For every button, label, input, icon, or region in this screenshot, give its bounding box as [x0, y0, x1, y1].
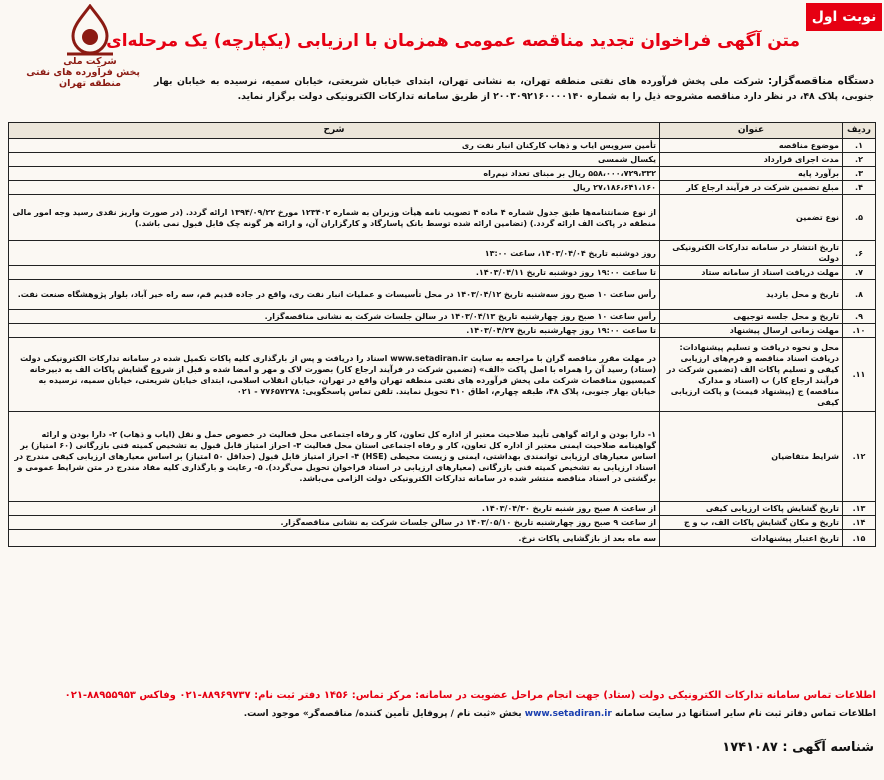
row-desc: ۵۵۸،۰۰۰،۷۲۹،۳۳۲ ریال بر مبنای تعداد نیم‌راه — [9, 167, 660, 181]
row-desc: در مهلت مقرر مناقصه گران با مراجعه به سایت www.setadiran.ir اسناد را دریافت و پس از بارگذاری کلیه پاکات تکمیل شده در سامانه تدارکات الکترونیکی دولت (ستاد) رسید آن را همراه با اصل پاکت «الف» (تضمین شرکت در فرآیند ارجاع کار) بصورت لاک و مهر و امضا شده و قبل از شروع گشایش پاکات الف به دبیرخانه کمیسیون مناقصات شرکت ملی پخش فرآورده های نفتی منطقه تهران واقع در تهران، خیابان انقلاب اسلامی، ابتدای خیابان شریعتی، خیابان سمیه، نرسیده به خیابان بهار جنوبی، پلاک ۴۸، طبقه چهارم، اطاق ۴۱۰ تحویل نمایند. تلفن تماس پاسخگویی: ۷۷۶۵۷۲۷۸ - ۰۲۱ — [9, 338, 660, 412]
row-title: مدت اجرای قرارداد — [660, 153, 843, 167]
table-row — [9, 139, 876, 153]
tender-table — [8, 122, 876, 547]
row-desc: تا ساعت ۱۹:۰۰ روز دوشنبه تاریخ ۱۴۰۳/۰۴/۱۱. — [9, 266, 660, 280]
row-no: ۶. — [843, 241, 876, 266]
row-desc: ۱- دارا بودن و ارائه گواهی تأیید صلاحیت معتبر از اداره کل تعاون، کار و رفاه اجتماعی محل فعالیت در خصوص حمل و نقل (ایاب و ذهاب) ۲- دارا بودن و ارائه گواهینامه صلاحیت ایمنی معتبر از اداره کل تعاون، کار و رفاه اجتماعی استان محل فعالیت ۳- احراز امتیاز قابل قبول به تشخیص کمیته فنی بازرگانی (۶۰ امتیاز) بر اساس معیارهای ارزیابی توانمندی بهداشتی، ایمنی و زیست محیطی (HSE) ۴- احراز امتیاز قابل قبول (حداقل ۵۰ امتیاز) بر اساس معیارهای ارزیابی کیفی مندرج در اسناد ارزیابی به تشخیص کمیته فنی بازرگانی (معیارهای ارزیابی در اسناد فراخوان تحویل می‌گردد). ۵- رعایت و بارگذاری کلیه مفاد مندرج در متن شرایط عمومی و برگشتی در اسناد مناقصه منتشر شده در سامانه تدارکات الکترونیکی دولت الزامی می‌باشد. — [9, 412, 660, 502]
row-desc: رأس ساعت ۱۰ صبح روز سه‌شنبه تاریخ ۱۴۰۳/۰۴/۱۲ در محل تأسیسات و عملیات انبار نفت ری، واقع در جاده قدیم قم، سه راه خیر آباد، بلوار پژوهشگاه صنعت نفت. — [9, 280, 660, 310]
table-row — [9, 181, 876, 195]
row-no: ۱۴. — [843, 516, 876, 530]
header-title: عنوان — [660, 123, 843, 139]
footer-line2-a: اطلاعات تماس دفاتر ثبت نام سایر استانها در سایت سامانه — [614, 709, 876, 719]
intro-label: دستگاه مناقصه‌گزار: — [768, 75, 875, 87]
row-no: ۵. — [843, 195, 876, 241]
row-no: ۳. — [843, 167, 876, 181]
row-no: ۲. — [843, 153, 876, 167]
table-row — [9, 324, 876, 338]
row-desc: از نوع ضمانتنامه‌ها طبق جدول شماره ۴ ماده ۴ تصویب نامه هیأت وزیران به شماره ۱۲۳۴۰۲ مورخ ۱۳۹۴/۰۹/۲۲ ارائه گردد. (در صورت واریز نقدی رسید وجه امور مالی منطقه در پاکت الف ارائه گردد.) (تضامین ارائه شده توسط بانک پاسارگاد و کارگزاران آن، و ارائه هر گونه چک قابل قبول نمی باشد.) — [9, 195, 660, 241]
row-title: تاریخ اعتبار پیشنهادات — [660, 530, 843, 547]
table-row — [9, 241, 876, 266]
row-no: ۹. — [843, 310, 876, 324]
table-row — [9, 153, 876, 167]
row-desc: از ساعت ۸ صبح روز شنبه تاریخ ۱۴۰۳/۰۴/۳۰. — [9, 502, 660, 516]
company-logo — [26, 4, 140, 102]
table-row — [9, 266, 876, 280]
table-row — [9, 530, 876, 547]
table-row — [9, 280, 876, 310]
row-title: تاریخ گشایش پاکات ارزیابی کیفی — [660, 502, 843, 516]
row-no: ۱۵. — [843, 530, 876, 547]
footer-contact-line: اطلاعات تماس سامانه تدارکات الکترونیکی دولت (ستاد) جهت انجام مراحل عضویت در سامانه: مرکز تماس: ۱۴۵۶ دفتر ثبت نام: ۸۸۹۶۹۷۳۷-۰۲۱ وفاکس ۸۸۹۵۵۹۵۳-۰۲۱ — [64, 690, 876, 701]
row-title: برآورد پایه — [660, 167, 843, 181]
row-title: مهلت زمانی ارسال پیشنهاد — [660, 324, 843, 338]
footer-line2-b: بخش «ثبت نام / پروفایل تأمین کننده/ مناقصه‌گر» موجود است. — [243, 709, 522, 719]
footer-provinces-line — [8, 706, 876, 722]
row-title: شرایط متقاضیان — [660, 412, 843, 502]
row-no: ۴. — [843, 181, 876, 195]
row-title: مبلغ تضمین شرکت در فرآیند ارجاع کار — [660, 181, 843, 195]
row-title: تاریخ و محل جلسه توجیهی — [660, 310, 843, 324]
notice-title: متن آگهی فراخوان تجدید مناقصه عمومی همزمان با ارزیابی (یکپارچه) یک مرحله‌ای — [106, 31, 800, 51]
row-no: ۱. — [843, 139, 876, 153]
row-title: نوع تضمین — [660, 195, 843, 241]
notice-badge: نوبت اول — [806, 3, 882, 31]
row-title: محل و نحوه دریافت و تسلیم پیشنهادات: دریافت اسناد مناقصه و فرم‌های ارزیابی کیفی و تسلیم پاکات الف (تضمین شرکت در فرآیند ارجاع کار) ب (اسناد و مدارک مناقصه) ج (پیشنهاد قیمت) و پاکت ارزیابی کیفی — [660, 338, 843, 412]
logo-line-2: پخش فرآورده های نفتی — [26, 67, 140, 78]
table-row — [9, 195, 876, 241]
table-row — [9, 516, 876, 530]
setadiran-link[interactable]: www.setadiran.ir — [524, 709, 612, 719]
row-desc: سه ماه بعد از بازگشایی پاکات نرخ. — [9, 530, 660, 547]
row-title: موضوع مناقصه — [660, 139, 843, 153]
row-title: تاریخ و محل بازدید — [660, 280, 843, 310]
row-desc: یکسال شمسی — [9, 153, 660, 167]
table-body — [9, 139, 876, 547]
row-title: تاریخ و مکان گشایش پاکات الف، ب و ج — [660, 516, 843, 530]
row-title: مهلت دریافت اسناد از سامانه ستاد — [660, 266, 843, 280]
row-no: ۱۲. — [843, 412, 876, 502]
logo-line-1: شرکت ملی — [63, 56, 117, 67]
header-desc: شرح — [9, 123, 660, 139]
row-title: تاریخ انتشار در سامانه تدارکات الکترونیکی دولت — [660, 241, 843, 266]
notice-id: شناسه آگهی : ۱۷۴۱۰۸۷ — [722, 740, 874, 755]
table-row — [9, 167, 876, 181]
logo-line-3: منطقه تهران — [58, 78, 122, 89]
table-row — [9, 338, 876, 412]
row-no: ۸. — [843, 280, 876, 310]
row-no: ۱۰. — [843, 324, 876, 338]
row-no: ۱۱. — [843, 338, 876, 412]
row-desc: از ساعت ۹ صبح روز چهارشنبه تاریخ ۱۴۰۳/۰۵/۱۰ در سالن جلسات شرکت به نشانی مناقصه‌گزار. — [9, 516, 660, 530]
table-header-row — [9, 123, 876, 139]
row-no: ۱۳. — [843, 502, 876, 516]
table-row — [9, 412, 876, 502]
oil-drop-logo-icon — [59, 4, 121, 56]
row-desc: ۲۷،۱۸۶،۶۴۱،۱۶۰ ریال — [9, 181, 660, 195]
row-no: ۷. — [843, 266, 876, 280]
table-row — [9, 502, 876, 516]
row-desc: روز دوشنبه تاریخ ۱۴۰۳/۰۴/۰۴، ساعت ۱۳:۰۰ — [9, 241, 660, 266]
row-desc: تأمین سرویس ایاب و ذهاب کارکنان انبار نفت ری — [9, 139, 660, 153]
header-no: ردیف — [843, 123, 876, 139]
row-desc: رأس ساعت ۱۰ صبح روز چهارشنبه تاریخ ۱۴۰۳/۰۴/۱۳ در سالن جلسات شرکت به نشانی مناقصه‌گزار. — [9, 310, 660, 324]
intro-text: شرکت ملی پخش فرآورده های نفتی منطقه تهران، به نشانی تهران، ابتدای خیابان شریعتی، خیابان سمیه، نرسیده به خیابان بهار جنوبی، پلاک ۴۸، در نظر دارد مناقصه مشروحه ذیل را به شماره ۲۰۰۳۰۹۲۱۶۰۰۰۰۱۴۰ از طریق سامانه تدارکات الکترونیکی دولت برگزار نماید. — [154, 76, 874, 102]
row-desc: تا ساعت ۱۹:۰۰ روز چهارشنبه تاریخ ۱۴۰۳/۰۴/۲۷. — [9, 324, 660, 338]
intro-paragraph — [154, 74, 874, 104]
table-row — [9, 310, 876, 324]
